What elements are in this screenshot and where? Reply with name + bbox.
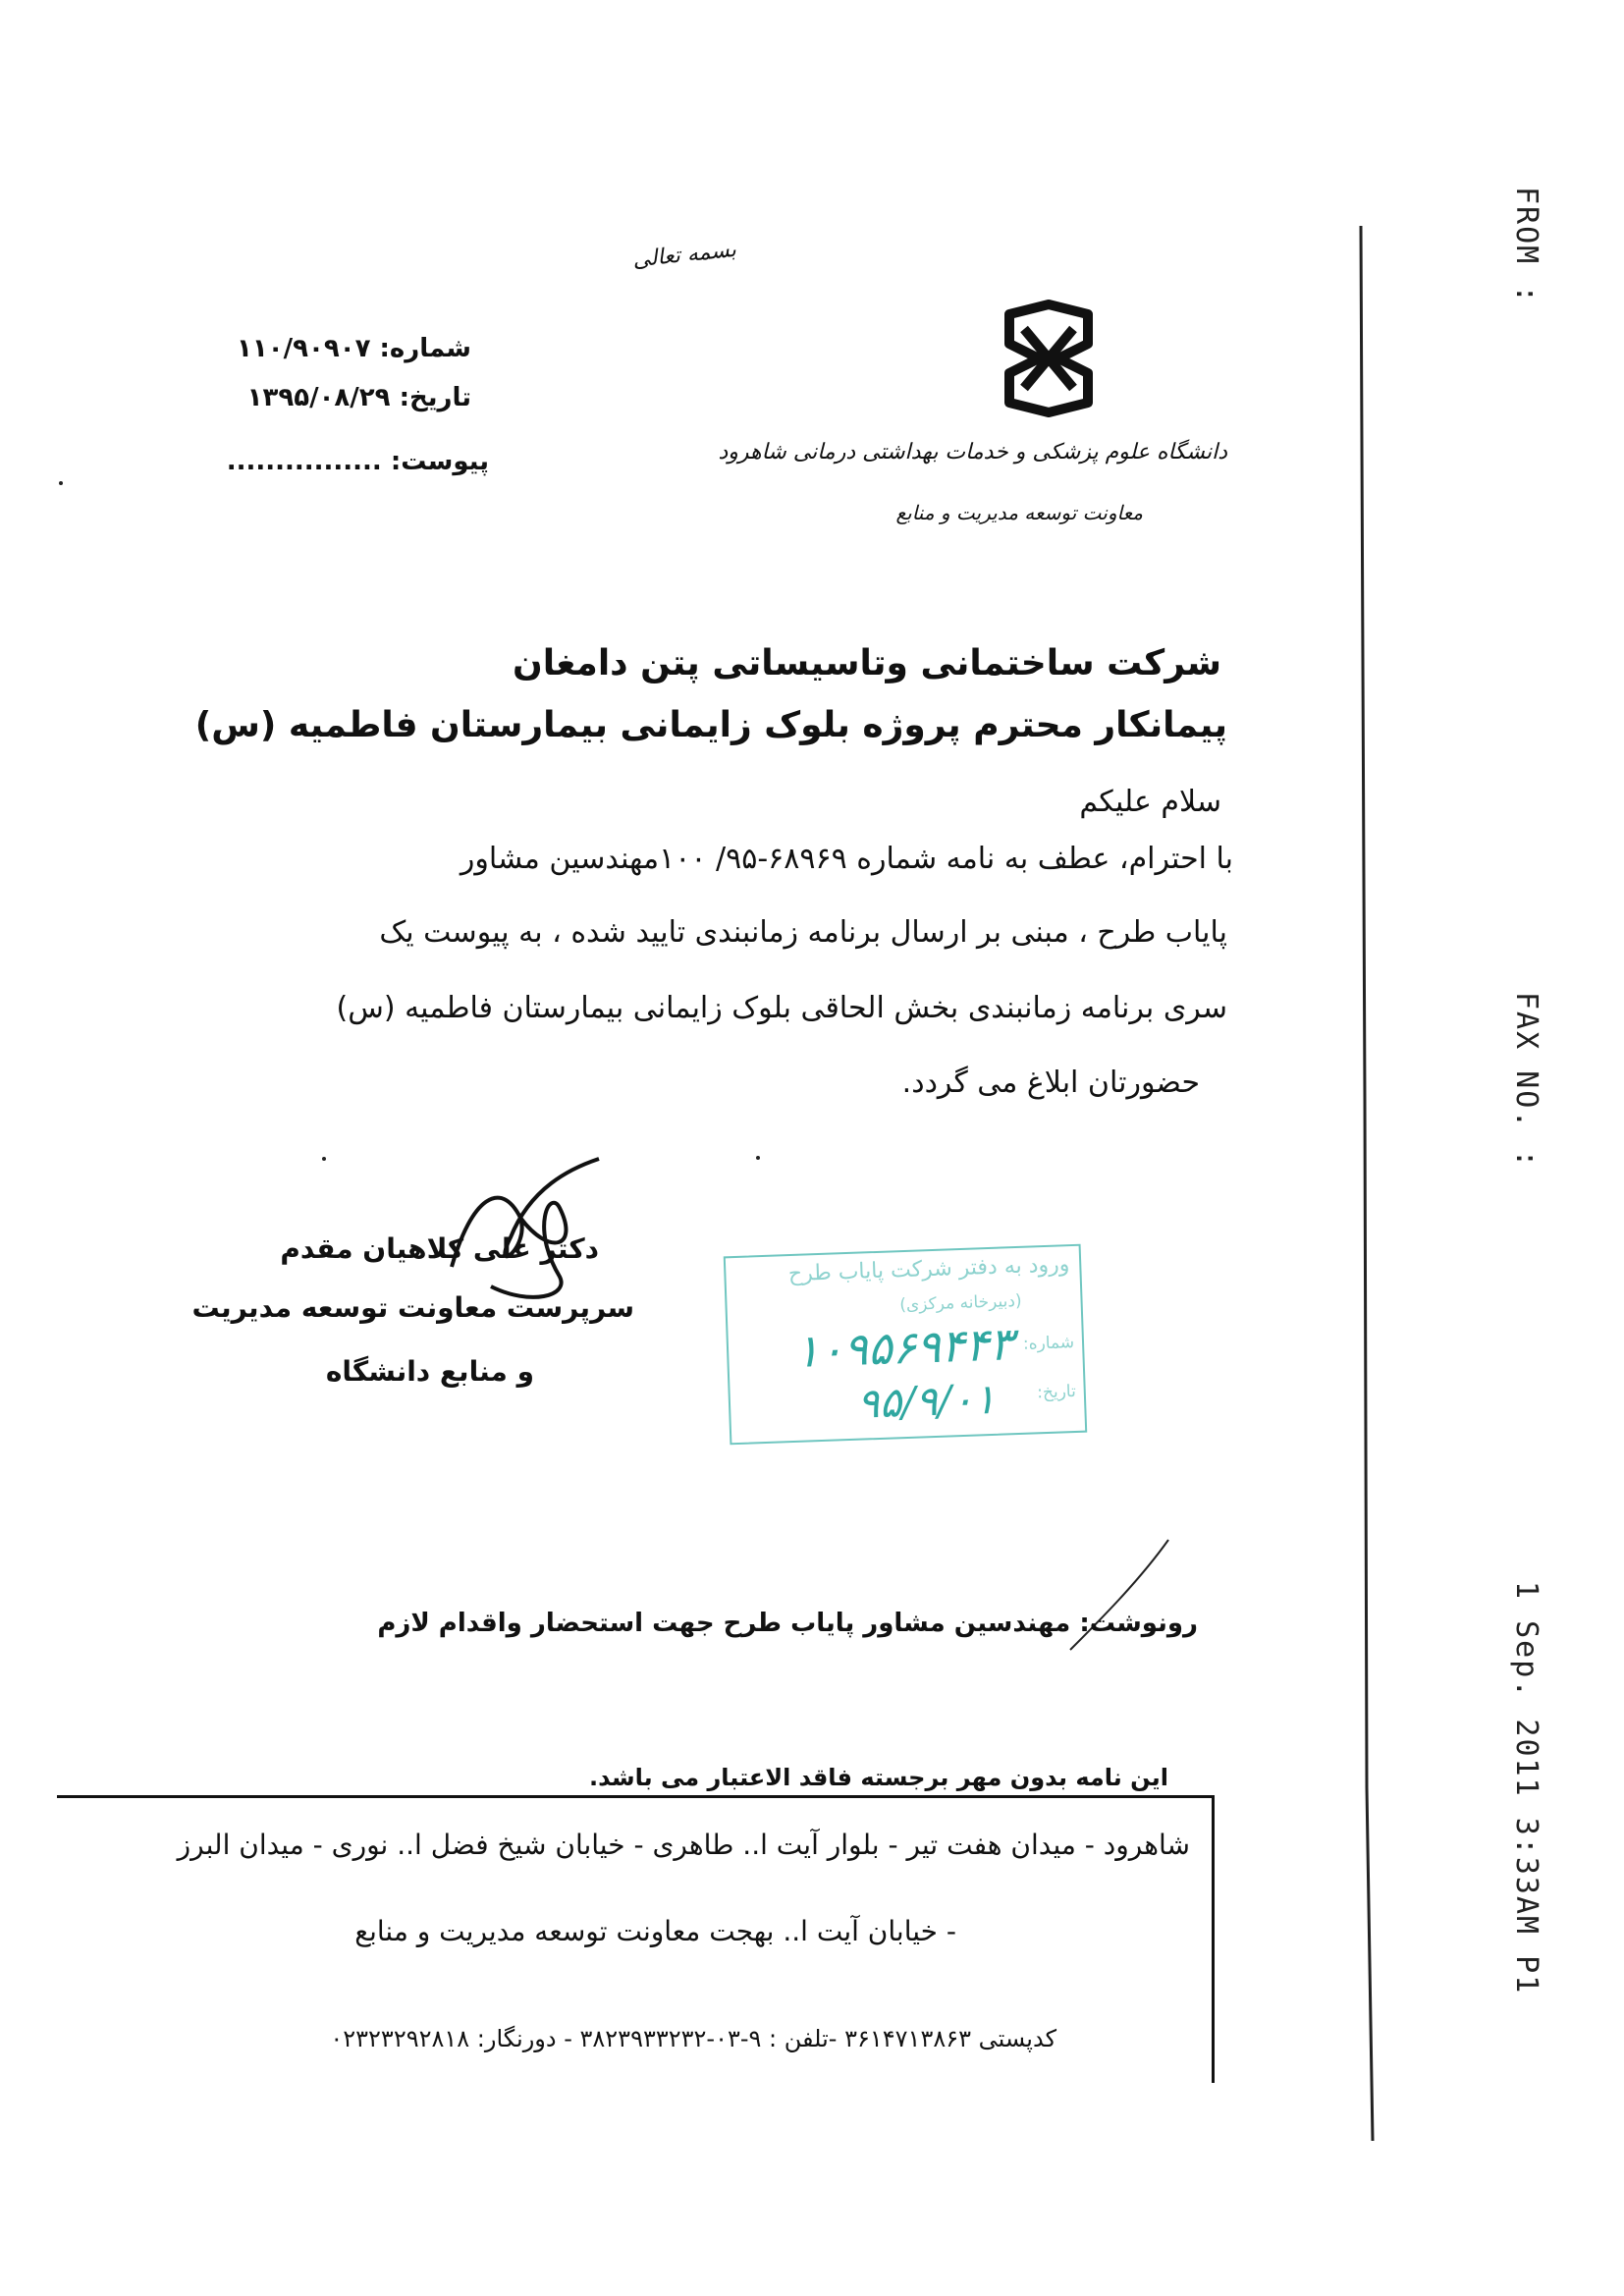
footer-address-line-1: شاهرود - میدان هفت تیر - بلوار آیت ا.. طاهری - خیابان شیخ فضل ا.. نوری - میدان البرز	[177, 1829, 1190, 1861]
stamp-number-label: شماره:	[1022, 1333, 1075, 1354]
stamp-date: ۹۵/۹/۰۱	[856, 1374, 997, 1428]
fax-from-label: FROM :	[1509, 187, 1543, 305]
body-line-2: پایاب طرح ، مبنی بر ارسال برنامه زمانبندی تایید شده ، به پیوست یک	[379, 915, 1227, 950]
scan-speck	[322, 1157, 326, 1161]
recipient-company: شرکت ساختمانی وتاسیساتی پتن دامغان	[512, 643, 1221, 683]
signatory-org: و منابع دانشگاه	[325, 1355, 534, 1388]
stamp-date-label: تاریخ:	[1036, 1381, 1077, 1403]
footer-contact: کدپستی ۳۶۱۴۷۱۳۸۶۳ -تلفن : ۹-۰۳-۳۸۲۳۹۳۳۲۳۲ - دورنگار: ۰۲۳۲۳۲۹۲۸۱۸	[330, 2025, 1056, 2052]
signature-scribble-icon	[432, 1139, 628, 1306]
margin-line	[1355, 216, 1384, 2141]
recipient-title: پیمانکار محترم پروژه بلوک زایمانی بیمارستان فاطمیه (س)	[194, 705, 1227, 745]
university-logo-icon	[990, 295, 1108, 422]
letter-attachment: پیوست: ................	[226, 447, 489, 476]
scan-speck	[756, 1156, 760, 1160]
letter-date: تاریخ: ۱۳۹۵/۰۸/۲۹	[246, 383, 471, 412]
invocation-text: بسمه تعالی	[631, 237, 737, 273]
greeting: سلام علیکم	[1079, 785, 1221, 819]
stamp-title: ورود به دفتر شرکت پایاب طرح	[787, 1252, 1070, 1287]
stamp-number: ۱۰۹۵۶۹۴۴۳	[793, 1317, 1014, 1378]
validity-note: این نامه بدون مهر برجسته فاقد الاعتبار می باشد.	[588, 1764, 1168, 1791]
department-name: معاونت توسعه مدیریت و منابع	[895, 501, 1143, 524]
signatory-role: سرپرست معاونت توسعه مدیریت	[191, 1291, 634, 1324]
stamp-subtitle: (دبیرخانه مرکزی)	[898, 1290, 1022, 1316]
fax-timestamp: 1 Sep. 2011 3:33AM P1	[1509, 1581, 1543, 1995]
signatory-name: دکتر علی کلاهیان مقدم	[280, 1232, 599, 1265]
footer-address-line-2: - خیابان آیت ا.. بهجت معاونت توسعه مدیریت و منابع	[354, 1915, 956, 1947]
body-line-1: با احترام، عطف به نامه شماره ۶۸۹۶۹-۹۵/ ۱۰۰مهندسین مشاور	[460, 842, 1233, 876]
scan-speck	[59, 481, 63, 485]
cc-stroke-icon	[1060, 1532, 1188, 1660]
body-line-3: سری برنامه زمانبندی بخش الحاقی بلوک زایمانی بیمارستان فاطمیه (س)	[336, 991, 1227, 1025]
letter-number: شماره: ۱۱۰/۹۰۹۰۷	[237, 334, 471, 363]
receipt-stamp	[724, 1244, 1087, 1446]
cc-line: رونوشت: مهندسین مشاور پایاب طرح جهت استحضار واقدام لازم	[377, 1609, 1198, 1638]
body-line-4: حضورتان ابلاغ می گردد.	[901, 1066, 1200, 1100]
fax-number-label: FAX NO. :	[1509, 992, 1543, 1170]
university-name: دانشگاه علوم پزشکی و خدمات بهداشتی درمانی شاهرود	[718, 440, 1227, 465]
